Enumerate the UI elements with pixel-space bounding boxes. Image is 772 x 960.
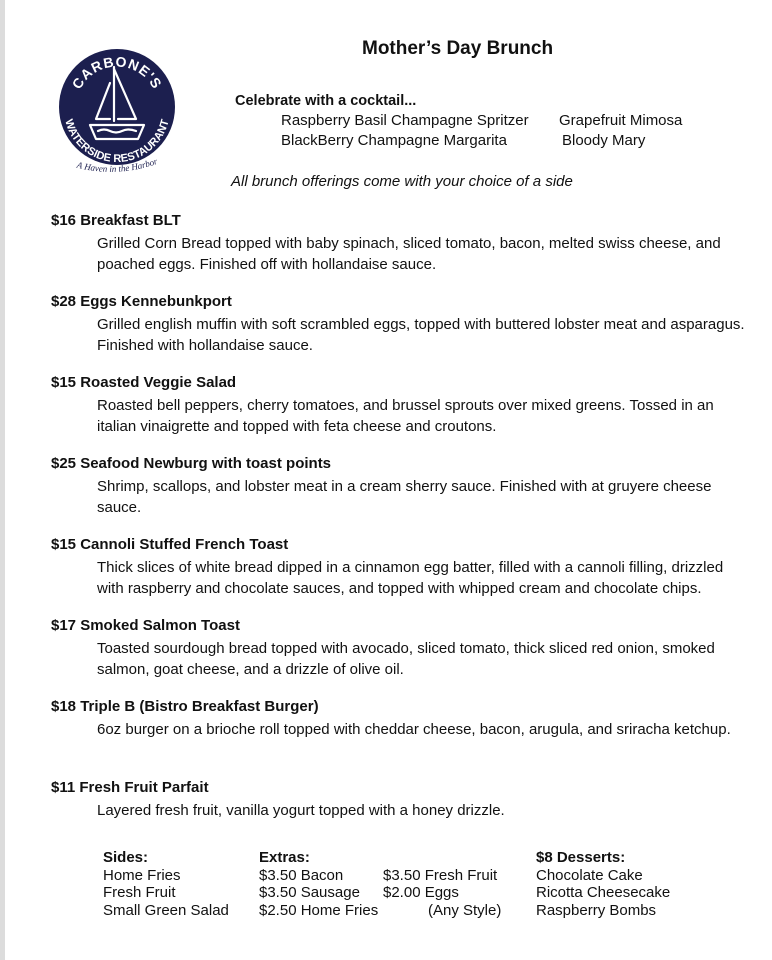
extra-item-note: (Any Style) <box>428 901 502 919</box>
extra-item: $2.00 Eggs <box>383 884 459 901</box>
sides-column <box>103 849 229 919</box>
menu-item-name: $15 Cannoli Stuffed French Toast <box>51 536 289 553</box>
menu-item-name: $17 Smoked Salmon Toast <box>51 617 240 634</box>
dessert-item: Ricotta Cheesecake <box>536 884 671 901</box>
menu-item-description: Roasted bell peppers, cherry tomatoes, and brussel sprouts over mixed greens. Tossed in an italian vinaigrette and topped with feta cheese and croutons. <box>97 397 714 435</box>
cocktail-heading: Celebrate with a cocktail... <box>235 93 417 109</box>
menu-item <box>51 374 747 437</box>
page-title: Mother’s Day Brunch <box>362 38 554 59</box>
side-item: Home Fries <box>103 866 181 884</box>
menu-item-name: $15 Roasted Veggie Salad <box>51 374 237 391</box>
menu-item-name: $11 Fresh Fruit Parfait <box>51 779 209 796</box>
extra-item: $3.50 Bacon <box>259 866 344 884</box>
menu-item-description: Shrimp, scallops, and lobster meat in a cream sherry sauce. Finished with at gruyere cheese sauce. <box>97 478 712 516</box>
menu-item-description: 6oz burger on a brioche roll topped with cheddar cheese, bacon, arugula, and sriracha ketchup. <box>97 721 731 738</box>
dessert-item: Raspberry Bombs <box>536 901 657 919</box>
menu-item-name: $28 Eggs Kennebunkport <box>51 293 232 310</box>
extra-item: $3.50 Sausage <box>259 884 360 901</box>
sides-heading: Sides: <box>103 849 149 866</box>
menu-item-name: $25 Seafood Newburg with toast points <box>51 455 332 472</box>
menu-item-description: Grilled english muffin with soft scrambled eggs, topped with buttered lobster meat and asparagus. Finished with hollandaise sauce. <box>97 316 745 354</box>
cocktail-item: Raspberry Basil Champagne Spritzer <box>281 112 529 129</box>
extras-heading: Extras: <box>259 849 310 866</box>
side-item: Fresh Fruit <box>103 884 176 901</box>
menu-item <box>51 455 747 518</box>
cocktail-item: Grapefruit Mimosa <box>559 112 683 129</box>
cocktail-item: BlackBerry Champagne Margarita <box>281 132 507 149</box>
menu-item <box>51 779 747 821</box>
menu-item <box>51 212 747 275</box>
desserts-column <box>536 849 670 919</box>
side-item: Small Green Salad <box>103 901 229 919</box>
menu-item-description: Thick slices of white bread dipped in a cinnamon egg batter, filled with a cannoli filling, drizzled with raspberry and chocolate sauces, and topped with whipped cream and chocolate chips. <box>97 559 724 597</box>
extras-column <box>259 849 378 919</box>
extra-item: $3.50 Fresh Fruit <box>383 866 498 884</box>
side-choice-note: All brunch offerings come with your choice of a side <box>231 173 573 190</box>
extras-column-2 <box>383 849 501 919</box>
menu-item-description: Toasted sourdough bread topped with avocado, sliced tomato, thick sliced red onion, smoked salmon, goat cheese, and a drizzle of olive oil. <box>97 640 715 678</box>
menu-item-name: $16 Breakfast BLT <box>51 212 181 229</box>
logo-name: CARBONE'S <box>68 53 166 92</box>
dessert-item: Chocolate Cake <box>536 866 643 884</box>
cocktail-item: Bloody Mary <box>562 132 646 149</box>
menu-item <box>51 536 747 599</box>
page-edge <box>0 0 5 960</box>
logo-subtitle: WATERSIDE RESTAURANT <box>62 117 172 166</box>
menu-item-description: Grilled Corn Bread topped with baby spinach, sliced tomato, bacon, melted swiss cheese, and poached eggs. Finished off with hollandaise sauce. <box>97 235 721 273</box>
desserts-heading: $8 Desserts: <box>536 849 626 866</box>
logo-tagline: A Haven in the Harbor <box>75 156 159 174</box>
menu-item-name: $18 Triple B (Bistro Breakfast Burger) <box>51 698 319 715</box>
menu-item <box>51 617 747 680</box>
menu-item-description: Layered fresh fruit, vanilla yogurt topped with a honey drizzle. <box>97 802 505 819</box>
menu-item <box>51 698 747 740</box>
extra-item: $2.50 Home Fries <box>259 901 379 919</box>
restaurant-logo <box>52 33 182 193</box>
menu-item <box>51 293 747 356</box>
